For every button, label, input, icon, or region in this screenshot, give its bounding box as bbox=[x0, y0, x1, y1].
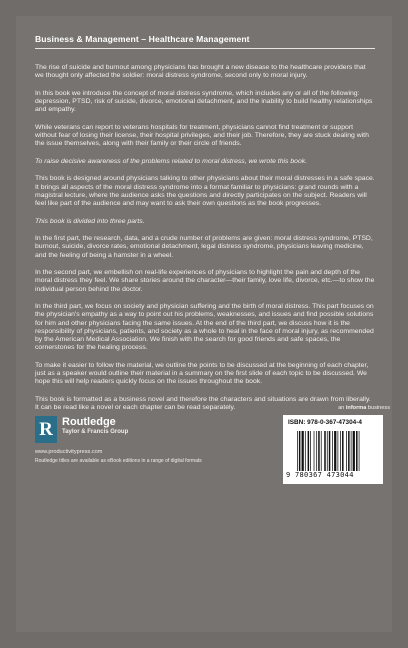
category-heading: Business & Management – Healthcare Management bbox=[35, 34, 250, 44]
isbn-barcode bbox=[283, 415, 383, 484]
blurb-text bbox=[35, 64, 375, 422]
barcode-icon bbox=[297, 431, 371, 471]
blurb-paragraph: While veterans can report to veterans hospitals for treatment, physicians cannot find treatment or support without fear of losing their license, their hospital privileges, and their job. Therefore, they are stuck dealing with the issue themselves, along with their family or their circle of friends. bbox=[35, 123, 369, 148]
blurb-paragraph: In this book we introduce the concept of moral distress syndrome, which includes any or all of the following: depression, PTSD, risk of suicide, divorce, emotional detachment, and the inability to build healthy relationships and empathy. bbox=[35, 89, 373, 114]
ebook-note: Routledge titles are available as eBook editions in a range of digital formats bbox=[35, 458, 202, 464]
blurb-paragraph: To raise decisive awareness of the problems related to moral distress, we wrote this book. bbox=[35, 157, 308, 165]
blurb-paragraph: To make it easier to follow the material, we outline the points to be discussed at the beginning of each chapter, just as a speaker would outline their material in a summary on the first slide of each topic to be discussed. We hope this will help readers quickly focus on the issues throughout the book. bbox=[35, 361, 369, 386]
publisher-name: Routledge bbox=[62, 416, 116, 428]
publisher-group: Taylor & Francis Group bbox=[62, 429, 129, 435]
blurb-paragraph: This book is divided into three parts. bbox=[35, 217, 145, 225]
routledge-logo-icon: R bbox=[35, 416, 57, 443]
isbn-label: ISBN: 978-0-367-47304-4 bbox=[288, 419, 362, 426]
informa-tagline: an informa business bbox=[338, 405, 390, 411]
barcode-digits: 9 780367 473044 bbox=[286, 471, 354, 479]
blurb-paragraph: In the third part, we focus on society and physician suffering and the birth of moral distress. This part focuses on the physician's empathy as a way to point out his problems, weaknesses, and issues and find possible solutions for him and other physicians facing the same issues. At the end of the third part, we discuss how it is the responsibility of physicians, patients, and society as a whole to heal in the face of moral injury, as recommended by the American Medical Association. We finish with the search for good friends and safe spaces, the cornerstones for the healing process. bbox=[35, 303, 374, 352]
publisher-block bbox=[35, 416, 255, 464]
blurb-paragraph: In the first part, the research, data, and a crude number of problems are given: moral distress syndrome, PTSD, burnout, suicide, divorce rates, emotional detachment, legal distress syndrome, physicians leaving medicine, and the feeling of being a hamster in a wheel. bbox=[35, 235, 373, 259]
blurb-paragraph: In the second part, we embellish on real-life experiences of physicians to highlight the pain and depth of the moral distress they feel. We share stories around the character—their family, love life, divorce, etc.—to show the individual person behind the doctor. bbox=[35, 269, 375, 293]
blurb-paragraph: This book is designed around physicians talking to other physicians about their moral distresses in a safe space. It brings all aspects of the moral distress syndrome into a format familiar to physicians: grand rounds with a magistral lecture, where the audience asks the questions and directly participates on the subject. Readers will feel like part of the audience and may want to ask their own questions as the book progresses. bbox=[35, 175, 375, 207]
publisher-url[interactable]: www.productivitypress.com bbox=[35, 449, 103, 455]
blurb-paragraph: The rise of suicide and burnout among physicians has brought a new disease to the healthcare providers that we thought only affected the soldier: moral distress syndrome, second only to moral injury. bbox=[35, 64, 366, 80]
heading-divider bbox=[35, 48, 375, 49]
blurb-paragraph: This book is formatted as a business novel and therefore the characters and situations are drawn from liberally. It can be read like a novel or each chapter can be read separately. bbox=[35, 395, 371, 411]
